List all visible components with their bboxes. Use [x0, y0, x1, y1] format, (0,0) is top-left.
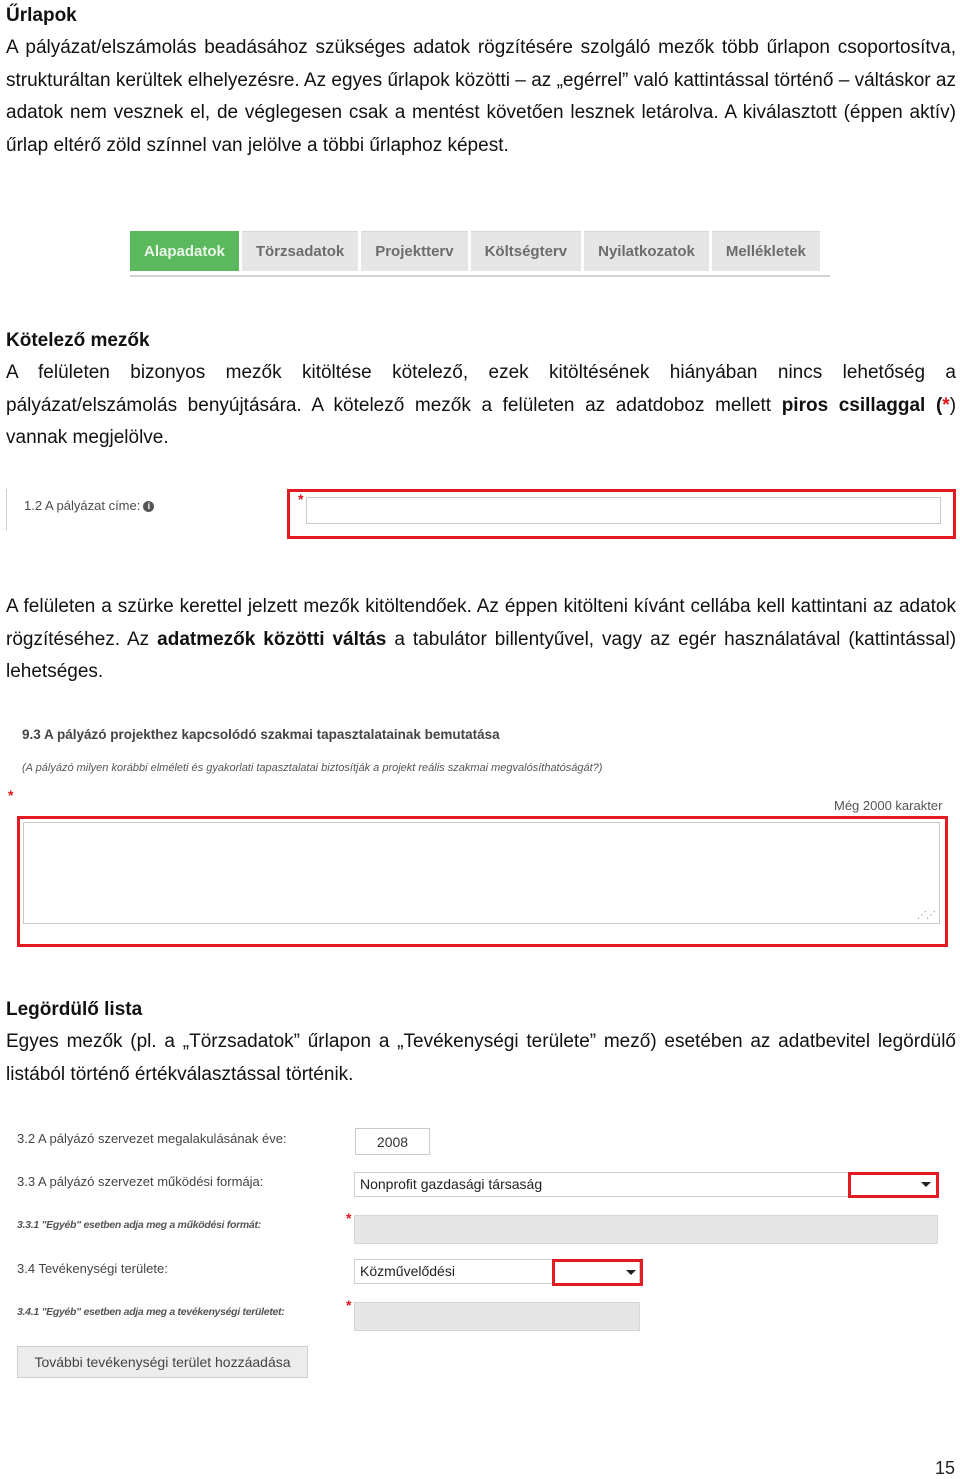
field-divider	[6, 489, 7, 531]
required-asterisk: *	[346, 1210, 352, 1226]
year-label: 3.2 A pályázó szervezet megalakulásának éve:	[17, 1131, 287, 1146]
tab-nyilatkozatok[interactable]: Nyilatkozatok	[584, 231, 709, 271]
tab-koltsegterv[interactable]: Költségterv	[471, 231, 582, 271]
other-form-input[interactable]	[354, 1215, 938, 1244]
chevron-down-icon[interactable]	[626, 1270, 636, 1275]
founding-year-input[interactable]: 2008	[355, 1128, 430, 1155]
fields-paragraph: A felületen a szürke kerettel jelzett mezők kitöltendőek. Az éppen kitölteni kívánt cellába kell kattintani az adatok rögzítéséhez. Az adatmezők közötti váltás a tabulátor billentyűvel, vagy az egér használatával (kattintással) lehetséges.	[6, 596, 957, 682]
experience-textarea[interactable]	[23, 822, 940, 924]
dropdown-paragraph: Egyes mezők (pl. a „Törzsadatok” űrlapon a „Tevékenységi területe” mező) esetében az adatbevitel legördülő listából történő értékválasztással történik.	[6, 1031, 956, 1085]
add-activity-button[interactable]: További tevékenységi terület hozzáadása	[17, 1346, 308, 1378]
tab-projektterv[interactable]: Projektterv	[361, 231, 467, 271]
section-forms	[6, 0, 956, 162]
textarea-subtitle: (A pályázó milyen korábbi elméleti és gyakorlati tapasztalatai biztosítják a projekt reális szakmai megvalósíthatóságát?)	[22, 762, 603, 774]
section-dropdown	[6, 994, 956, 1091]
chevron-down-icon[interactable]	[921, 1182, 931, 1187]
activity-select[interactable]: Közművelődési	[354, 1259, 640, 1284]
title-field-label: 1.2 A pályázat címe: i	[24, 498, 154, 513]
activity-label: 3.4 Tevékenységi területe:	[17, 1261, 168, 1276]
project-title-input[interactable]	[306, 497, 941, 524]
info-icon: i	[143, 501, 154, 512]
intro-paragraph: A pályázat/elszámolás beadásához szükséges adatok rögzítésére szolgáló mezők több űrlapon csoportosítva, strukturáltan kerültek elhelyezésre. Az egyes űrlapok közötti – az „egérrel” való kattintással történő – váltáskor az adatok nem vesznek el, de véglegesen csak a mentést követően lesznek letárolva. A kiválasztott (éppen aktív) űrlap eltérő zöld színnel van jelölve a többi űrlaphoz képest.	[6, 37, 956, 156]
other-activity-input[interactable]	[354, 1302, 640, 1331]
required-asterisk: *	[8, 787, 14, 803]
form-tabs	[130, 231, 830, 277]
tab-alapadatok[interactable]: Alapadatok	[130, 231, 239, 271]
section-required	[6, 325, 956, 455]
section-heading-required: Kötelező mezők	[6, 330, 150, 351]
page-number: 15	[934, 1458, 955, 1478]
required-asterisk: *	[346, 1297, 352, 1313]
resize-grip-icon[interactable]: ⋰⋰	[917, 910, 935, 921]
form-label: 3.3 A pályázó szervezet működési formája:	[17, 1174, 264, 1189]
operating-form-select[interactable]: Nonprofit gazdasági társaság	[354, 1172, 937, 1197]
char-counter: Még 2000 karakter	[834, 798, 943, 813]
section-heading-dropdown: Legördülő lista	[6, 999, 143, 1020]
textarea-title: 9.3 A pályázó projekthez kapcsolódó szakmai tapasztalatainak bemutatása	[22, 727, 500, 742]
other-form-label: 3.3.1 "Egyéb" esetben adja meg a működési formát:	[17, 1219, 261, 1231]
required-asterisk: *	[298, 491, 304, 507]
fields-paragraph-block	[6, 591, 956, 689]
section-heading-forms: Űrlapok	[6, 5, 77, 26]
tab-torzsadatok[interactable]: Törzsadatok	[242, 231, 358, 271]
tab-mellekletek[interactable]: Mellékletek	[712, 231, 820, 271]
required-paragraph: A felületen bizonyos mezők kitöltése kötelező, ezek kitöltésének hiányában nincs lehetőség a pályázat/elszámolás benyújtására. A kötelező mezők a felületen az adatdoboz mellett piros csillaggal (*) vannak megjelölve.	[6, 362, 957, 448]
other-activity-label: 3.4.1 "Egyéb" esetben adja meg a tevékenységi területet:	[17, 1306, 285, 1318]
